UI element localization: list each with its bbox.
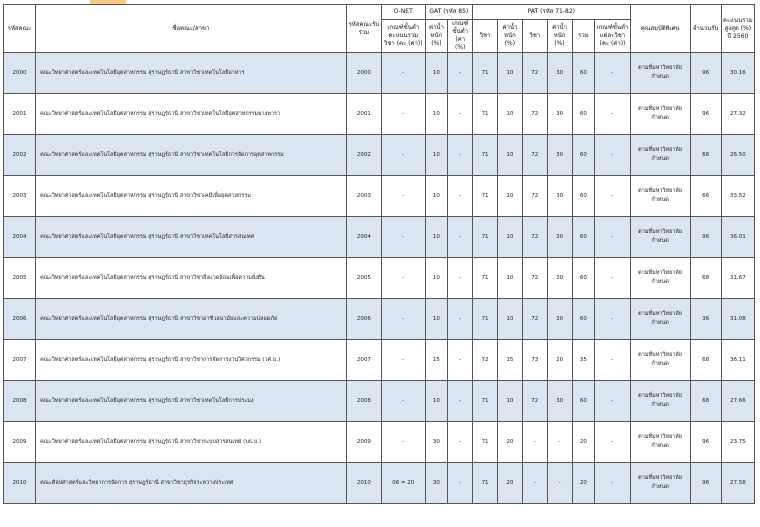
cell-gat-weight: 15	[425, 340, 448, 381]
admission-table	[3, 4, 755, 504]
cell-onet: -	[382, 176, 426, 217]
table-row	[4, 340, 755, 381]
cell-max-score: 36.11	[721, 340, 754, 381]
col-max-score: คะแนนรวมสูงสุด (%) ปี 2560	[721, 5, 754, 53]
cell-pat-weight-2: 30	[547, 176, 572, 217]
cell-intake: 68	[690, 135, 721, 176]
cell-code: 2008	[4, 381, 36, 422]
cell-max-score: 23.75	[721, 422, 754, 463]
cell-pat-total: 60	[572, 217, 595, 258]
cell-code: 2006	[4, 299, 36, 340]
cell-pat-weight-1: 10	[497, 299, 522, 340]
cell-joint: 2002	[346, 135, 381, 176]
cell-gat-min: -	[448, 381, 473, 422]
cell-max-score: 30.16	[721, 53, 754, 94]
cell-intake: 36	[690, 299, 721, 340]
cell-max-score: 27.58	[721, 463, 754, 504]
cell-pat-weight-2: 20	[547, 340, 572, 381]
cell-pat-2: -	[522, 463, 547, 504]
cell-pat-1: 71	[473, 94, 498, 135]
cell-code: 2007	[4, 340, 36, 381]
cell-pat-min: -	[595, 176, 630, 217]
col-pat-subject-2: วิชา	[522, 20, 547, 53]
cell-onet: -	[382, 299, 426, 340]
cell-name: คณะวิทยาศาสตร์และเทคโนโลยีอุตสาหกรรม สุราษฎร์ธานี สาขาวิชาเคมีเพื่ออุตสาหกรรม	[36, 176, 347, 217]
cell-code: 2004	[4, 217, 36, 258]
cell-pat-2: 72	[522, 53, 547, 94]
col-code: รหัสคณะ	[4, 5, 36, 53]
cell-pat-weight-1: 20	[497, 463, 522, 504]
cell-gat-min: -	[448, 135, 473, 176]
cell-pat-total: 60	[572, 381, 595, 422]
cell-pat-total: 60	[572, 299, 595, 340]
cell-intake: 68	[690, 340, 721, 381]
col-gat: GAT (รหัส 85)	[425, 5, 473, 20]
cell-intake: 96	[690, 422, 721, 463]
cell-intake: 96	[690, 463, 721, 504]
cell-code: 2000	[4, 53, 36, 94]
cell-qualification: ตามที่มหาวิทยาลัยกำหนด	[630, 422, 690, 463]
cell-qualification: ตามที่มหาวิทยาลัยกำหนด	[630, 381, 690, 422]
cell-max-score: 31.67	[721, 258, 754, 299]
cell-pat-1: 71	[473, 176, 498, 217]
cell-gat-weight: 10	[425, 217, 448, 258]
col-qualification: คุณสมบัติพิเศษ	[630, 5, 690, 53]
cell-pat-weight-2: 30	[547, 299, 572, 340]
cell-gat-min: -	[448, 176, 473, 217]
col-pat-total: รวม	[572, 20, 595, 53]
cell-pat-weight-1: 10	[497, 258, 522, 299]
cell-onet: -	[382, 94, 426, 135]
cell-gat-min: -	[448, 340, 473, 381]
cell-name: คณะวิทยาศาสตร์และเทคโนโลยีอุตสาหกรรม สุราษฎร์ธานี สาขาวิชาเทคโนโลยีสารสนเทศ	[36, 217, 347, 258]
table-row	[4, 299, 755, 340]
cell-code: 2005	[4, 258, 36, 299]
cell-name: คณะวิทยาศาสตร์และเทคโนโลยีอุตสาหกรรม สุราษฎร์ธานี สาขาวิชาเทคโนโลยีการประมง	[36, 381, 347, 422]
cell-onet: 06 = 20	[382, 463, 426, 504]
table-row	[4, 381, 755, 422]
cell-gat-min: -	[448, 258, 473, 299]
cell-pat-weight-2: 30	[547, 135, 572, 176]
col-onet: O-NET	[382, 5, 426, 20]
cell-qualification: ตามที่มหาวิทยาลัยกำหนด	[630, 217, 690, 258]
cell-intake: 96	[690, 53, 721, 94]
cell-max-score: 27.32	[721, 94, 754, 135]
cell-max-score: 27.66	[721, 381, 754, 422]
cell-pat-total: 20	[572, 422, 595, 463]
cell-pat-1: 71	[473, 422, 498, 463]
cell-name: คณะวิทยาศาสตร์และเทคโนโลยีอุตสาหกรรม สุราษฎร์ธานี สาขาวิชาระบบสารสนเทศ (บธ.บ.)	[36, 422, 347, 463]
cell-qualification: ตามที่มหาวิทยาลัยกำหนด	[630, 299, 690, 340]
col-name: ชื่อคณะ/สาขา	[36, 5, 347, 53]
table-row	[4, 217, 755, 258]
cell-code: 2001	[4, 94, 36, 135]
cell-pat-2: 72	[522, 381, 547, 422]
cell-gat-min: -	[448, 299, 473, 340]
cell-intake: 96	[690, 94, 721, 135]
cell-pat-min: -	[595, 422, 630, 463]
cell-qualification: ตามที่มหาวิทยาลัยกำหนด	[630, 463, 690, 504]
cell-name: คณะวิทยาศาสตร์และเทคโนโลยีอุตสาหกรรม สุราษฎร์ธานี สาขาวิชาการจัดการงานวิศวกรรม (วศ.บ.)	[36, 340, 347, 381]
col-pat: PAT (รหัส 71-82)	[473, 5, 630, 20]
cell-gat-weight: 30	[425, 463, 448, 504]
cell-pat-weight-2: 30	[547, 94, 572, 135]
cell-onet: -	[382, 258, 426, 299]
col-pat-subject-1: วิชา	[473, 20, 498, 53]
cell-onet: -	[382, 381, 426, 422]
cell-pat-2: 72	[522, 299, 547, 340]
cell-onet: -	[382, 340, 426, 381]
cell-pat-2: -	[522, 422, 547, 463]
cell-pat-1: 71	[473, 258, 498, 299]
cell-pat-weight-1: 10	[497, 217, 522, 258]
cell-pat-1: 71	[473, 299, 498, 340]
table-row	[4, 258, 755, 299]
cell-gat-weight: 10	[425, 94, 448, 135]
col-joint-code: รหัสคณะรับร่วม	[346, 5, 381, 53]
table-row	[4, 135, 755, 176]
table-row	[4, 94, 755, 135]
cell-onet: -	[382, 422, 426, 463]
cell-max-score: 33.52	[721, 176, 754, 217]
cell-pat-2: 73	[522, 340, 547, 381]
cell-pat-weight-2: 30	[547, 217, 572, 258]
cell-gat-min: -	[448, 53, 473, 94]
cell-pat-total: 60	[572, 94, 595, 135]
cell-pat-1: 72	[473, 340, 498, 381]
col-gat-weight: ค่าน้ำหนัก (%)	[425, 20, 448, 53]
cell-pat-1: 71	[473, 217, 498, 258]
cell-pat-min: -	[595, 340, 630, 381]
cell-name: คณะวิทยาศาสตร์และเทคโนโลยีอุตสาหกรรม สุราษฎร์ธานี สาขาวิชาเทคโนโลยีอุตสาหกรรมยางพารา	[36, 94, 347, 135]
cell-gat-min: -	[448, 422, 473, 463]
cell-joint: 2001	[346, 94, 381, 135]
cell-gat-weight: 10	[425, 299, 448, 340]
cell-name: คณะวิทยาศาสตร์และเทคโนโลยีอุตสาหกรรม สุราษฎร์ธานี สาขาวิชาเทคโนโลยีอาหาร	[36, 53, 347, 94]
table-row	[4, 176, 755, 217]
cell-gat-min: -	[448, 94, 473, 135]
cell-max-score: 36.01	[721, 217, 754, 258]
cell-pat-2: 72	[522, 217, 547, 258]
cell-pat-weight-2: 30	[547, 258, 572, 299]
cell-pat-weight-2: 30	[547, 53, 572, 94]
cell-gat-weight: 10	[425, 135, 448, 176]
table-row	[4, 463, 755, 504]
admission-table-wrapper	[3, 4, 755, 504]
cell-gat-min: -	[448, 217, 473, 258]
cell-max-score: 31.08	[721, 299, 754, 340]
cell-qualification: ตามที่มหาวิทยาลัยกำหนด	[630, 176, 690, 217]
cell-pat-weight-2: -	[547, 422, 572, 463]
cell-code: 2010	[4, 463, 36, 504]
cell-pat-2: 72	[522, 176, 547, 217]
cell-pat-weight-1: 10	[497, 176, 522, 217]
cell-pat-1: 71	[473, 135, 498, 176]
cell-pat-min: -	[595, 217, 630, 258]
cell-joint: 2007	[346, 340, 381, 381]
cell-pat-weight-1: 10	[497, 53, 522, 94]
cell-pat-min: -	[595, 94, 630, 135]
table-row	[4, 422, 755, 463]
cell-qualification: ตามที่มหาวิทยาลัยกำหนด	[630, 53, 690, 94]
col-onet-min: เกณฑ์ขั้นต่ำคะแนนรวมวิชา (คะ (ค่า))	[382, 20, 426, 53]
cell-pat-min: -	[595, 258, 630, 299]
cell-joint: 2006	[346, 299, 381, 340]
cell-pat-min: -	[595, 135, 630, 176]
cell-intake: 68	[690, 381, 721, 422]
cell-pat-2: 72	[522, 94, 547, 135]
cell-code: 2009	[4, 422, 36, 463]
cell-gat-min: -	[448, 463, 473, 504]
col-pat-min: เกณฑ์ขั้นต่ำแต่ละวิชา (คะ (ค่า))	[595, 20, 630, 53]
cell-qualification: ตามที่มหาวิทยาลัยกำหนด	[630, 135, 690, 176]
cell-intake: 68	[690, 258, 721, 299]
cell-pat-1: 71	[473, 463, 498, 504]
cell-onet: -	[382, 53, 426, 94]
cell-joint: 2010	[346, 463, 381, 504]
cell-name: คณะวิทยาศาสตร์และเทคโนโลยีอุตสาหกรรม สุราษฎร์ธานี สาขาวิชาเทคโนโลยีการจัดการอุตสาหกรรม	[36, 135, 347, 176]
col-pat-weight-1: ค่าน้ำหนัก (%)	[497, 20, 522, 53]
cell-pat-1: 71	[473, 53, 498, 94]
col-gat-min: เกณฑ์ขั้นต่ำ (ค่า (%)	[448, 20, 473, 53]
cell-joint: 2004	[346, 217, 381, 258]
cell-pat-total: 60	[572, 135, 595, 176]
cell-joint: 2008	[346, 381, 381, 422]
cell-gat-weight: 10	[425, 53, 448, 94]
cell-qualification: ตามที่มหาวิทยาลัยกำหนด	[630, 94, 690, 135]
cell-pat-total: 35	[572, 340, 595, 381]
cell-code: 2003	[4, 176, 36, 217]
cell-pat-total: 60	[572, 53, 595, 94]
cell-pat-weight-1: 15	[497, 340, 522, 381]
table-row	[4, 53, 755, 94]
cell-intake: 66	[690, 176, 721, 217]
cell-name: คณะวิทยาศาสตร์และเทคโนโลยีอุตสาหกรรม สุราษฎร์ธานี สาขาวิชาอาชีวอนามัยและความปลอดภัย	[36, 299, 347, 340]
cell-joint: 2009	[346, 422, 381, 463]
cell-pat-min: -	[595, 463, 630, 504]
cell-qualification: ตามที่มหาวิทยาลัยกำหนด	[630, 258, 690, 299]
cell-pat-weight-2: 30	[547, 381, 572, 422]
cell-gat-weight: 10	[425, 258, 448, 299]
cell-pat-weight-1: 20	[497, 422, 522, 463]
cell-pat-2: 72	[522, 258, 547, 299]
cell-intake: 96	[690, 217, 721, 258]
cell-gat-weight: 10	[425, 176, 448, 217]
cell-joint: 2000	[346, 53, 381, 94]
cell-gat-weight: 30	[425, 422, 448, 463]
cell-joint: 2003	[346, 176, 381, 217]
cell-joint: 2005	[346, 258, 381, 299]
cell-max-score: 26.50	[721, 135, 754, 176]
cell-pat-weight-1: 10	[497, 381, 522, 422]
cell-pat-min: -	[595, 53, 630, 94]
cell-name: คณะศิลปศาสตร์และวิทยาการจัดการ สุราษฎร์ธานี สาขาวิชาธุรกิจระหว่างประเทศ	[36, 463, 347, 504]
cell-pat-min: -	[595, 381, 630, 422]
cell-gat-weight: 10	[425, 381, 448, 422]
cell-pat-weight-2: -	[547, 463, 572, 504]
cell-name: คณะวิทยาศาสตร์และเทคโนโลยีอุตสาหกรรม สุราษฎร์ธานี สาขาวิชาสิ่งแวดล้อมเพื่อความยั่งยืน	[36, 258, 347, 299]
cell-pat-total: 60	[572, 258, 595, 299]
col-pat-weight-2: ค่าน้ำหนัก (%)	[547, 20, 572, 53]
cell-onet: -	[382, 217, 426, 258]
cell-pat-2: 72	[522, 135, 547, 176]
cell-pat-weight-1: 10	[497, 94, 522, 135]
cell-pat-weight-1: 10	[497, 135, 522, 176]
cell-pat-total: 60	[572, 176, 595, 217]
cell-pat-min: -	[595, 299, 630, 340]
cell-code: 2002	[4, 135, 36, 176]
cell-pat-total: 20	[572, 463, 595, 504]
cell-onet: -	[382, 135, 426, 176]
cell-pat-1: 71	[473, 381, 498, 422]
col-intake: จำนวนรับ	[690, 5, 721, 53]
cell-qualification: ตามที่มหาวิทยาลัยกำหนด	[630, 340, 690, 381]
